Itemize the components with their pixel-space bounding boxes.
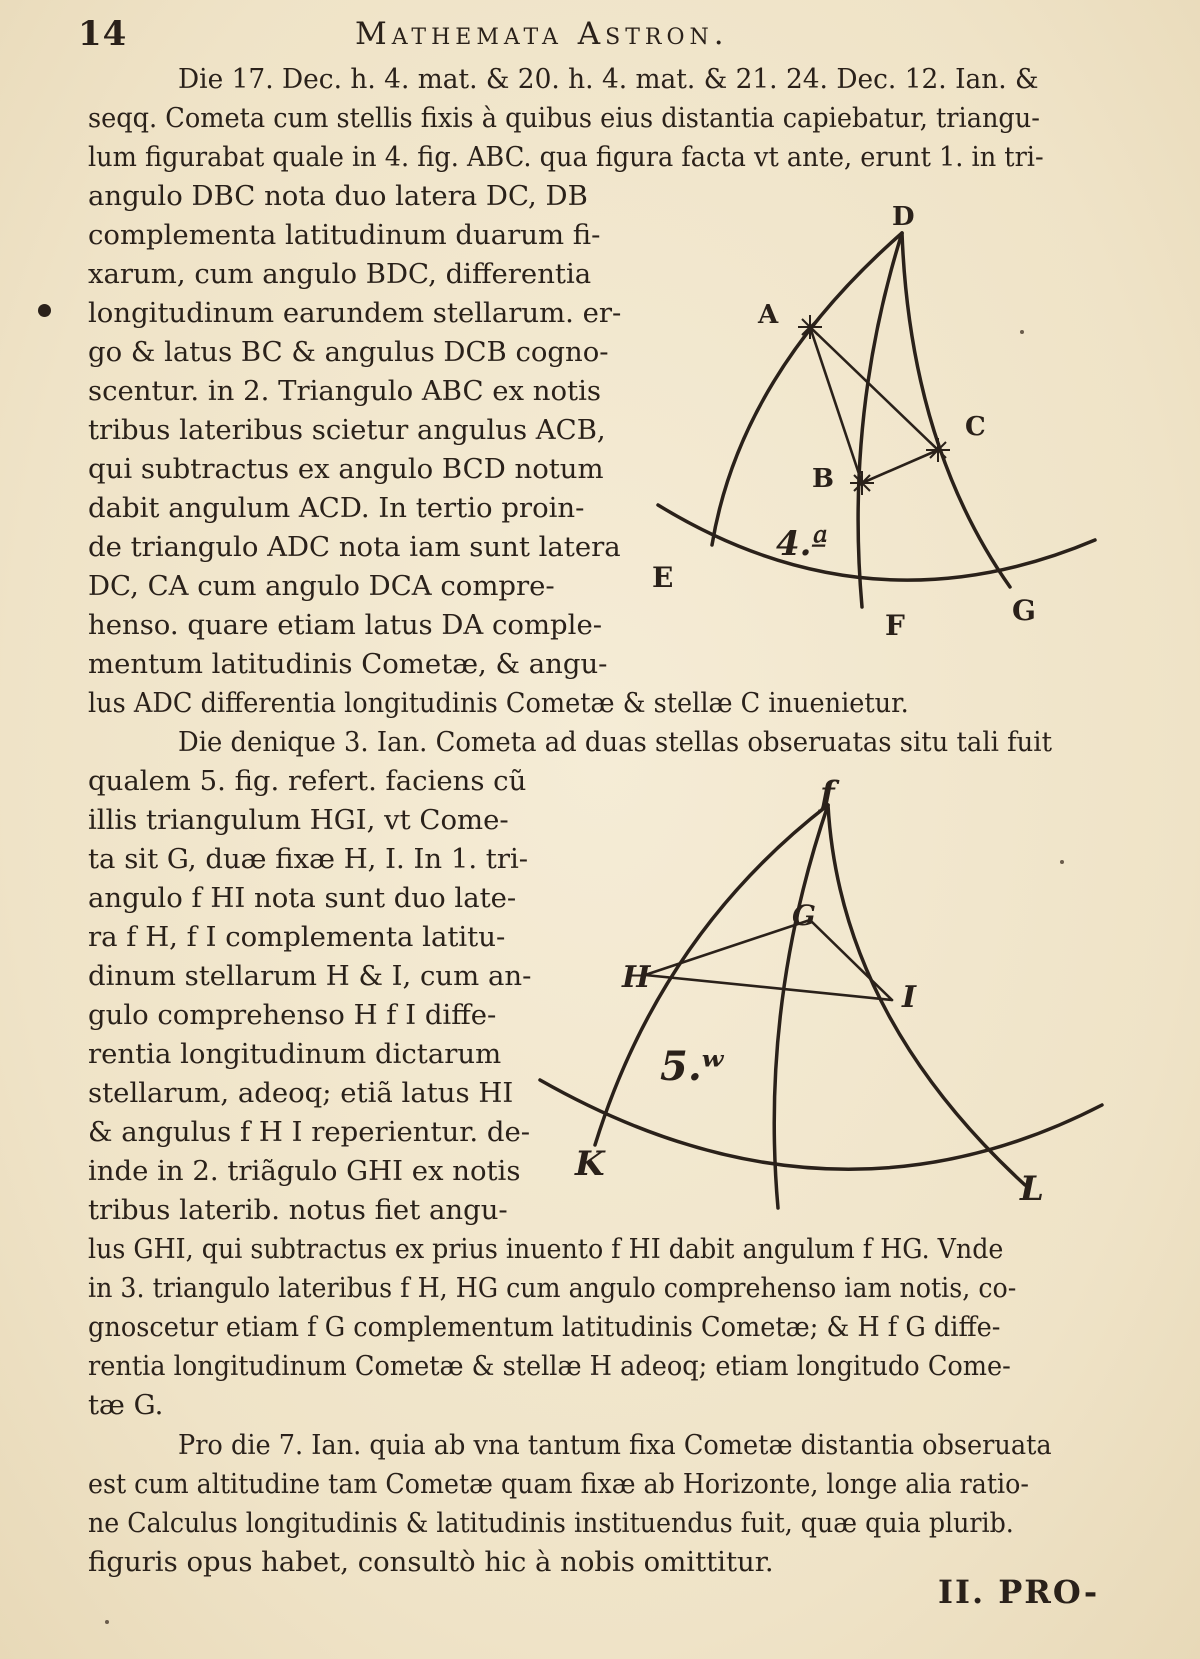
text-line: seqq. Cometa cum stellis fixis à quibus eius distantia capiebatur, triangu- (88, 102, 1040, 134)
text-line: gulo comprehenso H f I diffe- (88, 999, 497, 1031)
text-line: longitudinum earundem stellarum. er- (88, 297, 622, 329)
text-line: dabit angulum ACD. In tertio proin- (88, 492, 585, 524)
text-line: de triangulo ADC nota iam sunt latera (88, 531, 621, 563)
label-H: H (622, 960, 651, 995)
figure-4-number: 4.ª (776, 524, 829, 564)
catchword: II. PRO- (938, 1573, 1100, 1611)
label-f: f (820, 774, 835, 814)
text-line: ra f H, f I complementa latitu- (88, 921, 506, 953)
label-G: G (1012, 594, 1036, 627)
text-line: gnoscetur etiam f G complementum latitudinis Cometæ; & H f G diffe- (88, 1311, 1001, 1343)
text-line: angulo DBC nota duo latera DC, DB (88, 180, 588, 212)
figure-4-diagram (640, 195, 1100, 655)
text-line: est cum altitudine tam Cometæ quam fixæ ab Horizonte, longe alia ratio- (88, 1468, 1029, 1500)
star-B (850, 471, 874, 495)
text-line: rentia longitudinum Cometæ & stellæ H adeoq; etiam longitudo Come- (88, 1350, 1011, 1382)
line-BC (862, 450, 938, 483)
paper-speck (1020, 330, 1024, 334)
figure-5-diagram (530, 775, 1110, 1235)
label-C: C (965, 412, 986, 442)
label-A: A (758, 300, 779, 330)
figure-4-svg (640, 195, 1100, 655)
label-E: E (652, 561, 674, 594)
text-line: ne Calculus longitudinis & latitudinis instituendus fuit, quæ quia plurib. (88, 1507, 1014, 1539)
text-line: rentia longitudinum dictarum (88, 1038, 502, 1070)
text-line: tribus laterib. notus fiet angu- (88, 1194, 508, 1226)
text-line: qui subtractus ex angulo BCD notum (88, 453, 604, 485)
horizon-arc (658, 505, 1095, 580)
text-line: angulo f HI nota sunt duo late- (88, 882, 517, 914)
text-line: lus ADC differentia longitudinis Cometæ & stellæ C inuenietur. (88, 687, 909, 719)
label-K: K (575, 1144, 605, 1184)
line-HG (645, 920, 810, 975)
meridian-fL (828, 805, 1025, 1185)
margin-dot (38, 304, 51, 317)
horizon-arc (540, 1080, 1102, 1169)
running-title: Mathemata Astron. (355, 16, 729, 52)
text-line: & angulus f H I reperientur. de- (88, 1116, 531, 1148)
text-line: Die denique 3. Ian. Cometa ad duas stellas obseruatas situ tali fuit (178, 726, 1052, 758)
text-line: lum figurabat quale in 4. fig. ABC. qua figura facta vt ante, erunt 1. in tri- (88, 141, 1044, 173)
text-line: tæ G. (88, 1389, 164, 1421)
text-line: henso. quare etiam latus DA comple- (88, 609, 603, 641)
text-line: DC, CA cum angulo DCA compre- (88, 570, 555, 602)
text-line: go & latus BC & angulus DCB cogno- (88, 336, 609, 368)
text-line: qualem 5. fig. refert. faciens cũ (88, 765, 527, 797)
text-line: mentum latitudinis Cometæ, & angu- (88, 648, 608, 680)
text-line: ta sit G, duæ fixæ H, I. In 1. tri- (88, 843, 529, 875)
page-header (0, 8, 1200, 52)
meridian-fmid (774, 805, 828, 1208)
label-D: D (892, 202, 915, 232)
line-HI (645, 975, 892, 1000)
label-L: L (1020, 1169, 1044, 1209)
meridian-DG (902, 233, 1010, 587)
label-B: B (812, 464, 834, 494)
text-line: lus GHI, qui subtractus ex prius inuento f HI dabit angulum f HG. Vnde (88, 1233, 1004, 1265)
figure-5-svg (530, 775, 1110, 1235)
text-line: Die 17. Dec. h. 4. mat. & 20. h. 4. mat. & 21. 24. Dec. 12. Ian. & (178, 63, 1039, 95)
page-number: 14 (78, 14, 128, 54)
paper-speck (105, 1620, 109, 1624)
text-line: inde in 2. triãgulo GHI ex notis (88, 1155, 521, 1187)
text-line: tribus lateribus scietur angulus ACB, (88, 414, 606, 446)
label-G: G (792, 899, 816, 932)
text-line: complementa latitudinum duarum fi- (88, 219, 601, 251)
text-line: Pro die 7. Ian. quia ab vna tantum fixa Cometæ distantia obseruata (178, 1429, 1052, 1461)
meridian-DF (858, 233, 902, 607)
label-I: I (902, 980, 917, 1015)
text-line: scentur. in 2. Triangulo ABC ex notis (88, 375, 602, 407)
label-F: F (885, 609, 905, 642)
text-line: illis triangulum HGI, vt Come- (88, 804, 509, 836)
text-line: in 3. triangulo lateribus f H, HG cum angulo comprehenso iam notis, co- (88, 1272, 1017, 1304)
figure-5-number: 5.ʷ (660, 1043, 724, 1090)
text-line: stellarum, adeoq; etiã latus HI (88, 1077, 514, 1109)
text-line: xarum, cum angulo BDC, differentia (88, 258, 592, 290)
paper-speck (1060, 860, 1064, 864)
text-line: dinum stellarum H & I, cum an- (88, 960, 532, 992)
text-line: figuris opus habet, consultò hic à nobis omittitur. (88, 1546, 774, 1578)
